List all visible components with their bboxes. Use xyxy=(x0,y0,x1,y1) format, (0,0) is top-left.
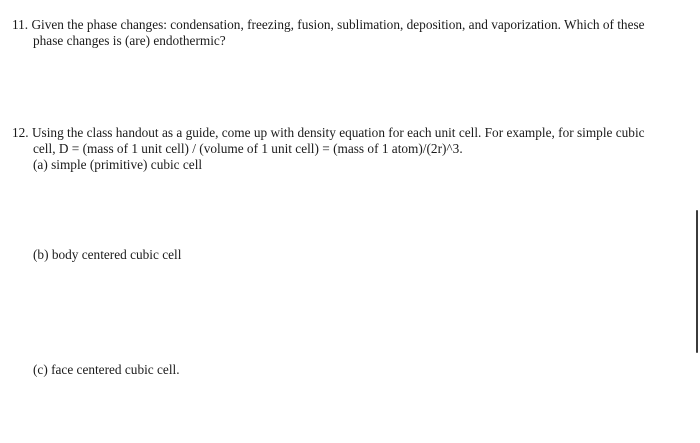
question-12-part-a: (a) simple (primitive) cubic cell xyxy=(33,157,203,172)
question-11-line-2: phase changes is (are) endothermic? xyxy=(33,33,226,48)
scrollbar-track[interactable] xyxy=(694,0,700,443)
question-12-line-2: cell, D = (mass of 1 unit cell) / (volume of 1 unit cell) = (mass of 1 atom)/(2r)^3. xyxy=(33,141,463,156)
question-12-line-1: 12. Using the class handout as a guide, come up with density equation for each unit cell. For example, for simple cubic xyxy=(12,125,645,140)
question-12-part-c: (c) face centered cubic cell. xyxy=(33,362,180,377)
scrollbar-thumb[interactable] xyxy=(696,210,698,353)
question-12-part-b: (b) body centered cubic cell xyxy=(33,247,182,262)
question-11-line-1: 11. Given the phase changes: condensation, freezing, fusion, sublimation, deposition, and vaporization. Which of these xyxy=(12,17,645,32)
